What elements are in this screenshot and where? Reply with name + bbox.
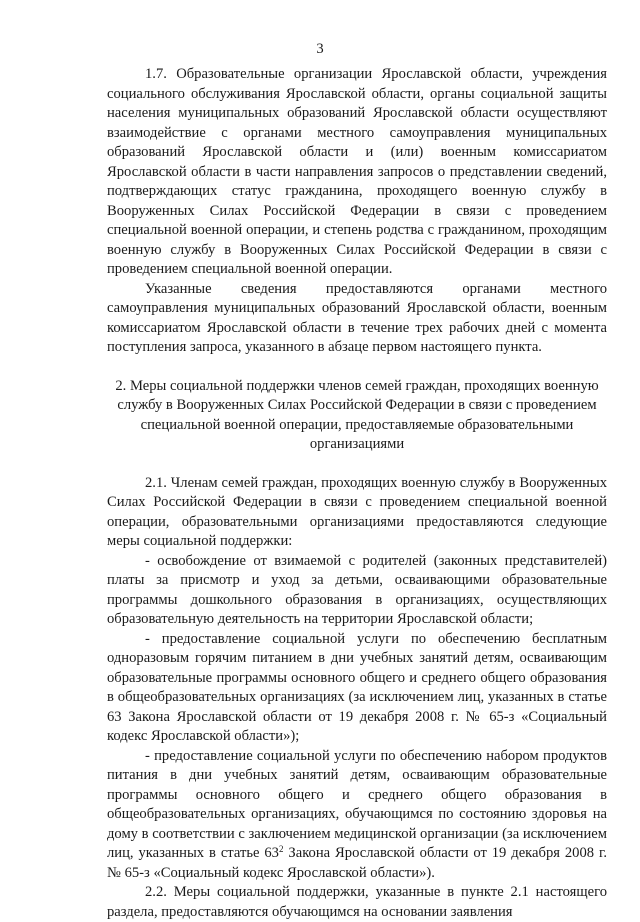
list-item-2: - предоставление социальной услуги по обеспечению бесплатным одноразовым горячим питанием в дни учебных занятий детям, осваивающим образовательные программы основного общего и среднего общего образования в общеобразовательных организациях (за исключением лиц, указанных в статье 63 Закона Ярославской области от 19 декабря 2008 г. № 65-з «Социальный кодекс Ярославской области»); bbox=[107, 630, 607, 744]
list-item-1: - освобождение от взимаемой с родителей (законных представителей) платы за присмотр и уход за детьми, осваивающими образовательные программы дошкольного образования в организациях, осуществляющих образовательную деятельность на территории Ярославской области; bbox=[107, 552, 607, 627]
list-item-3-tail: Закона Ярославской области от 19 декабря 2008 г. № 65-з «Социальный кодекс Ярославской области»). bbox=[107, 845, 607, 881]
paragraph-2-2: 2.2. Меры социальной поддержки, указанные в пункте 2.1 настоящего раздела, предоставляются обучающимся на основании заявления bbox=[107, 884, 607, 920]
section-2-heading: 2. Меры социальной поддержки членов семей граждан, проходящих военную службу в Вооруженных Силах Российской Федерации в связи с проведением специальной военной операции, предоставляемые образовательными организациями bbox=[115, 377, 599, 452]
paragraph-1-7-info: Указанные сведения предоставляются органами местного самоуправления муниципальных образований Ярославской области, военным комиссариатом Ярославской области в течение трех рабочих дней с момента поступления запроса, указанного в абзаце первом настоящего пункта. bbox=[107, 280, 607, 355]
list-item-3-text: - предоставление социальной услуги по обеспечению набором продуктов питания в дни учебных занятий детям, осваивающим образовательные программы основного общего и среднего общего образования в общеобразовательных организациях, обучающимся по состоянию здоровья на дому в соответствии с заключением медицинской организации (за исключением лиц, указанных в статье 63 bbox=[107, 747, 607, 861]
page-number: 3 bbox=[316, 41, 324, 57]
paragraph-1-7: 1.7. Образовательные организации Ярославской области, учреждения социального обслуживания Ярославской области, органы социальной защиты населения муниципальных образований Ярославской области осуществляют взаимодействие с органами местного самоуправления муниципальных образований Ярославской области и (или) военным комиссариатом Ярославской области в части направления запросов о представлении сведений, подтверждающих статус гражданина, проходящего военную службу в Вооруженных Силах Российской Федерации в связи с проведением специальной военной операции, и степень родства с гражданином, проходящим военную службу в Вооруженных Силах Российской Федерации в связи с проведением специальной военной операции. bbox=[107, 66, 607, 277]
paragraph-2-1: 2.1. Членам семей граждан, проходящих военную службу в Вооруженных Силах Российской Федерации в связи с проведением специальной военной операции, образовательными организациями предоставляются следующие меры социальной поддержки: bbox=[107, 474, 607, 549]
section-gap bbox=[107, 455, 607, 474]
section-gap bbox=[107, 358, 607, 377]
list-item-3 bbox=[107, 747, 607, 884]
superscript: 2 bbox=[278, 844, 284, 854]
page-content bbox=[107, 65, 607, 922]
